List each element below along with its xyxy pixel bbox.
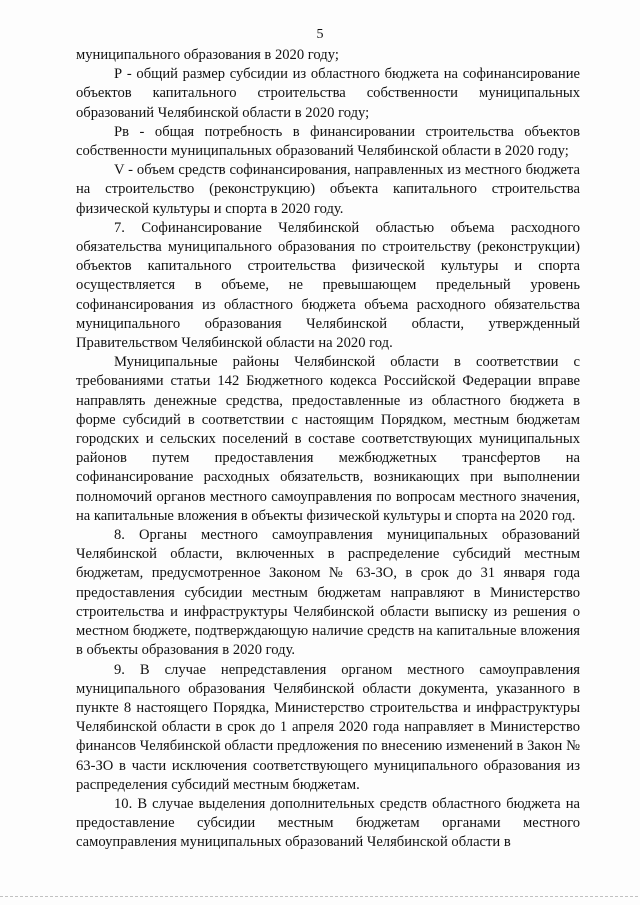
- paragraph-item-9: 9. В случае непредставления органом местного самоуправления муниципального образования Челябинской области документа, указанного в пункте 8 настоящего Порядка, Министерство строительства и инфраструктуры Челябинской области в срок до 1 апреля 2020 года направляет в Министерство финансов Челябинской области предложения по внесению изменений в Закон № 63-ЗО в части исключения соответствующего муниципального образования из распределения субсидий местным бюджетам.: [76, 661, 580, 793]
- paragraph-item-10: 10. В случае выделения дополнительных средств областного бюджета на предоставление субсидии местным бюджетам органами местного самоуправления муниципальных образований Челябинской области в: [76, 795, 580, 851]
- paragraph-municipal-districts: Муниципальные районы Челябинской области в соответствии с требованиями статьи 142 Бюджетного кодекса Российской Федерации вправе направлять денежные средства, предоставленные из областного бюджета в форме субсидий в соответствии с настоящим Порядком, местным бюджетам городских и сельских поселений в составе соответствующих муниципальных районов путем предоставления межбюджетных трансфертов на софинансирование расходных обязательств, возникающих при выполнении полномочий органов местного самоуправления по вопросам местного значения, на капитальные вложения в объекты физической культуры и спорта на 2020 год.: [76, 354, 580, 524]
- paragraph-item-7: 7. Софинансирование Челябинской областью объема расходного обязательства муниципального образования по строительству (реконструкции) объектов капитального строительства физической культуры и спорта осуществляется в объеме, не превышающем предельный уровень софинансирования из областного бюджета объема расходного обязательства муниципального образования Челябинской области, утвержденный Правительством Челябинской области на 2020 год.: [76, 219, 580, 352]
- paragraph-item-8: 8. Органы местного самоуправления муниципальных образований Челябинской области, включенных в распределение субсидий местным бюджетам, предусмотренное Законом № 63-ЗО, в срок до 31 января года предоставления субсидии местным бюджетам направляют в Министерство строительства и инфраструктуры Челябинской области выписку из решения о местном бюджете, подтверждающую наличие средств на капитальные вложения в объекты образования в 2020 году.: [76, 527, 580, 659]
- paragraph-definition-p: Р - общий размер субсидии из областного бюджета на софинансирование объектов капитального строительства собственности муниципальных образований Челябинской области в 2020 году;: [76, 66, 580, 121]
- page-number: 5: [316, 27, 324, 42]
- footer-divider: [0, 896, 640, 897]
- paragraph-continuation: муниципального образования в 2020 году;: [76, 47, 339, 63]
- document-body: [76, 46, 580, 853]
- paragraph-definition-pv: Рв - общая потребность в финансировании строительства объектов собственности муниципальных образований Челябинской области в 2020 году;: [76, 123, 580, 160]
- paragraph-definition-v: V - объем средств софинансирования, направленных из местного бюджета на строительство (реконструкцию) объекта капитального строительства физической культуры и спорта в 2020 году.: [76, 162, 580, 217]
